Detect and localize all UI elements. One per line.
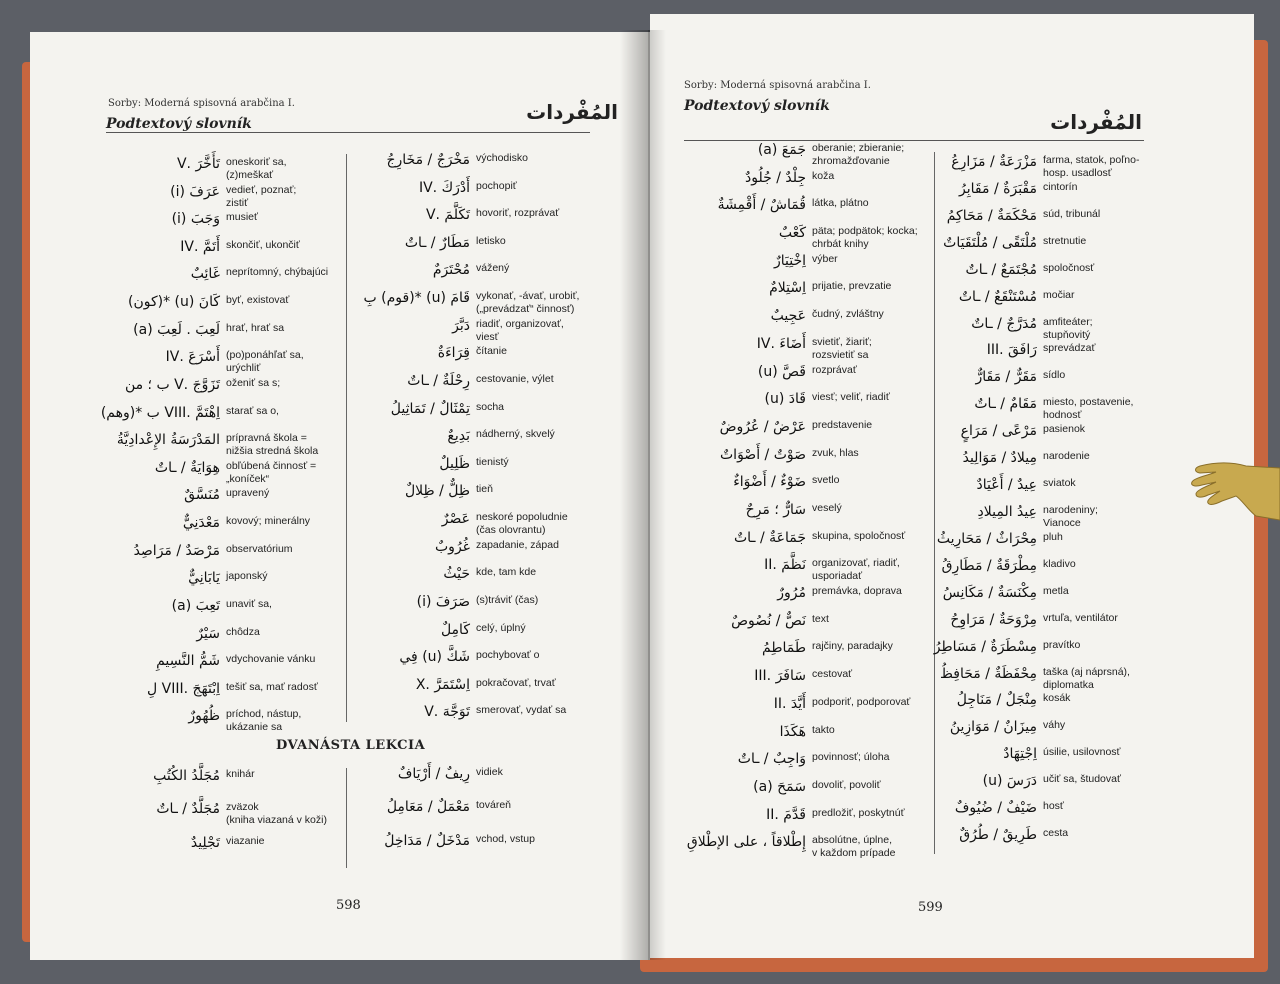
- arabic-term: عَرْضٌ / عُرُوضٌ: [719, 418, 806, 435]
- slovak-translation: svietiť, žiariť; rozsvietiť sa: [812, 335, 872, 361]
- slovak-translation: riadiť, organizovať, viesť: [476, 317, 564, 343]
- arabic-term: مِنْجَلٌ / مَنَاجِلُ: [956, 692, 1037, 709]
- arabic-term: رِحْلَةٌ / ـاتٌ: [407, 372, 470, 389]
- arabic-term: يَابَانِيٌّ: [188, 570, 220, 587]
- slovak-translation: japonský: [226, 570, 268, 583]
- left-header-rule: [106, 132, 590, 133]
- left-page: [30, 32, 650, 960]
- arabic-term: قَصَّ (u): [757, 363, 806, 380]
- slovak-translation: vidiek: [476, 766, 503, 778]
- arabic-term: مِيلادٌ / مَوَالِيدُ: [962, 450, 1037, 467]
- slovak-translation: pluh: [1043, 530, 1063, 543]
- slovak-translation: učiť sa, študovať: [1043, 773, 1121, 786]
- slovak-translation: veselý: [812, 502, 842, 514]
- right-page-number: 599: [918, 900, 943, 915]
- arabic-term: مُجَلَّدٌ / ـاتٌ: [156, 801, 220, 818]
- slovak-translation: nádherný, skvelý: [476, 428, 555, 441]
- arabic-term: شَكَّ (u) فِي: [399, 649, 470, 666]
- arabic-term: مُدَرَّجٌ / ـاتٌ: [971, 315, 1037, 332]
- slovak-translation: smerovať, vydať sa: [476, 704, 567, 717]
- arabic-term: رِيفٌ / أَرْيَافٌ: [397, 766, 470, 782]
- arabic-term: جَمَعَ (a): [757, 142, 806, 158]
- slovak-translation: prípravná škola = nižšia stredná škola: [226, 432, 319, 458]
- arabic-term: مُنَسَّقٌ: [184, 487, 220, 504]
- left-header-title: Podtextový slovník: [106, 116, 252, 132]
- slovak-translation: taška (aj náprsná), diplomatka: [1043, 665, 1130, 691]
- arabic-term: سَمَحَ (a): [753, 778, 806, 795]
- slovak-translation: obľúbená činnosť = „koníček“: [226, 459, 317, 485]
- arabic-term: طَرِيقٌ / طُرُقٌ: [959, 827, 1037, 844]
- slovak-translation: predstavenie: [812, 418, 873, 431]
- slovak-translation: sídlo: [1043, 369, 1066, 382]
- arabic-term: اِهْتَمَّ .VIII ب *(وهم): [100, 404, 220, 421]
- slovak-translation: predložiť, poskytnúť: [812, 806, 905, 819]
- slovak-translation: vrtuľa, ventilátor: [1043, 611, 1118, 624]
- arabic-term: قَادَ (u): [764, 391, 806, 408]
- arabic-term: أَسْرَعَ .IV: [165, 349, 220, 366]
- slovak-translation: skončiť, ukončiť: [226, 238, 300, 251]
- arabic-term: مَقَرٌّ / مَقَارٌّ: [975, 369, 1037, 386]
- slovak-translation: pochybovať o: [476, 649, 540, 662]
- slovak-translation: čudný, zvláštny: [812, 308, 884, 321]
- slovak-translation: rozprávať: [812, 363, 857, 376]
- arabic-term: كَامِلٌ: [440, 621, 470, 638]
- arabic-term: ضَيْفٌ / ضُيُوفٌ: [954, 800, 1037, 817]
- arabic-term: قَامَ (u) *(قوم) بِ: [363, 290, 470, 307]
- arabic-term: أَضَاءَ .IV: [756, 335, 806, 352]
- arabic-term: مُرُورٌ: [777, 585, 806, 602]
- arabic-term: وَاجِبٌ / ـاتٌ: [737, 751, 806, 768]
- slovak-translation: továreň: [476, 799, 512, 812]
- slovak-translation: povinnosť; úloha: [812, 751, 890, 764]
- slovak-translation: socha: [476, 400, 505, 413]
- arabic-term: المَدْرَسَةُ الإِعْدادِيَّةُ: [116, 432, 220, 449]
- slovak-translation: viazanie: [226, 834, 265, 847]
- arabic-term: مِرْوَحَةٌ / مَرَاوِحُ: [950, 611, 1037, 628]
- slovak-translation: vedieť, poznať; zistiť: [226, 183, 297, 209]
- slovak-translation: cintorín: [1043, 180, 1078, 193]
- slovak-translation: celý, úplný: [476, 621, 526, 634]
- slovak-translation: starať sa o,: [226, 404, 279, 417]
- arabic-term: تَأَخَّرَ .V: [176, 156, 220, 172]
- slovak-translation: byť, existovať: [226, 294, 290, 307]
- slovak-translation: amfiteáter; stupňovitý: [1043, 315, 1093, 341]
- arabic-term: إِطْلاقاً ، على الإطْلاقِ: [686, 834, 806, 851]
- slovak-translation: miesto, postavenie, hodnosť: [1043, 396, 1134, 422]
- slovak-translation: dovoliť, povoliť: [812, 778, 881, 791]
- arabic-term: عَرَفَ (i): [170, 183, 220, 200]
- slovak-translation: vážený: [476, 262, 510, 275]
- slovak-translation: svetlo: [812, 474, 840, 487]
- arabic-term: عَصْرٌ: [441, 511, 470, 528]
- arabic-term: تَجْلِيدٌ: [190, 834, 220, 851]
- slovak-translation: močiar: [1043, 288, 1075, 301]
- right-header-rule: [684, 140, 1144, 141]
- arabic-term: دَرَسَ (u): [982, 773, 1037, 790]
- arabic-term: هِوَايَةٌ / ـاتٌ: [154, 459, 220, 476]
- slovak-translation: organizovať, riadiť, usporiadať: [812, 557, 900, 583]
- slovak-translation: pravítko: [1043, 638, 1081, 651]
- slovak-translation: kovový; minerálny: [226, 515, 311, 528]
- arabic-term: اِسْتَمَرَّ .X: [415, 676, 470, 693]
- slovak-translation: musieť: [226, 211, 258, 224]
- slovak-translation: kde, tam kde: [476, 566, 537, 579]
- slovak-translation: pochopiť: [476, 179, 517, 192]
- slovak-translation: čítanie: [476, 345, 507, 358]
- slovak-translation: (po)ponáhľať sa, urýchliť: [226, 349, 304, 375]
- arabic-term: أَدْرَكَ .IV: [418, 179, 470, 196]
- slovak-translation: neskoré popoludnie (čas olovrantu): [476, 511, 568, 537]
- slovak-translation: oženiť sa s;: [226, 376, 281, 389]
- arabic-term: مِيزَانٌ / مَوَازِينُ: [949, 719, 1037, 736]
- arabic-term: اِسْتِلامٌ: [769, 280, 806, 297]
- slovak-translation: unaviť sa,: [226, 597, 272, 610]
- slovak-translation: metla: [1043, 584, 1069, 597]
- slovak-translation: vykonať, -ávať, urobiť, („prevádzať“ činnosť): [476, 290, 580, 316]
- arabic-term: قُمَاشٌ / أَقْمِشَةٌ: [717, 197, 806, 214]
- left-col1: [100, 156, 350, 736]
- slovak-translation: vchod, vstup: [476, 832, 535, 845]
- arabic-term: جَمَاعَةٌ / ـاتٌ: [733, 529, 806, 546]
- slovak-translation: príchod, nástup, ukázanie sa: [226, 708, 302, 734]
- arabic-term: صَوْتٌ / أَصْوَاتٌ: [720, 446, 806, 463]
- arabic-term: صَرَفَ (i): [416, 593, 470, 610]
- slovak-translation: tieň: [476, 483, 493, 496]
- arabic-term: غَائِبٌ: [190, 266, 220, 283]
- arabic-term: اِجْتِهَادٌ: [1003, 746, 1037, 763]
- arabic-term: مَعْدَنِيٌّ: [182, 515, 220, 532]
- slovak-translation: váhy: [1043, 719, 1066, 732]
- slovak-translation: takto: [812, 723, 835, 736]
- arabic-term: سَيْرٌ: [196, 625, 220, 642]
- arabic-term: ظُهُورٌ: [188, 708, 220, 725]
- arabic-term: غُرُوبٌ: [435, 538, 470, 555]
- slovak-translation: vdychovanie vánku: [226, 653, 316, 666]
- slovak-translation: hosť: [1043, 800, 1064, 813]
- arabic-term: نَظَّمَ .II: [764, 557, 806, 574]
- slovak-translation: kosák: [1043, 692, 1071, 705]
- arabic-term: سَارٌّ ؛ مَرِحٌ: [745, 502, 806, 518]
- arabic-term: مَقَامٌ / ـاتٌ: [974, 396, 1037, 413]
- slovak-translation: observatórium: [226, 542, 293, 555]
- slovak-translation: zapadanie, západ: [476, 538, 559, 551]
- slovak-translation: spoločnosť: [1043, 261, 1095, 274]
- arabic-term: اِخْتِيَارٌ: [773, 252, 806, 269]
- slovak-translation: cestovanie, výlet: [476, 372, 554, 385]
- arabic-term: مَخْرَجٌ / مَخَارِجُ: [386, 152, 470, 168]
- arabic-term: تَكَلَّمَ .V: [425, 207, 470, 224]
- arabic-term: مُحْتَرَمٌ: [432, 262, 470, 279]
- slovak-translation: látka, plátno: [812, 197, 869, 210]
- slovak-translation: cestovať: [812, 668, 853, 681]
- slovak-translation: pasienok: [1043, 423, 1086, 436]
- slovak-translation: (s)tráviť (čas): [476, 593, 539, 606]
- arabic-term: تَزَوَّجَ .V ب ؛ من: [124, 376, 220, 393]
- slovak-translation: viesť; veliť, riadiť: [812, 391, 890, 404]
- slovak-translation: text: [812, 612, 829, 625]
- arabic-term: مِكْنَسَةٌ / مَكَانِسُ: [942, 584, 1037, 601]
- slovak-translation: skupina, spoločnosť: [812, 529, 906, 542]
- arabic-term: مَرْصَدٌ / مَرَاصِدُ: [133, 542, 220, 559]
- slovak-translation: sprevádzať: [1043, 342, 1096, 355]
- arabic-term: تِمْثَالٌ / تَمَاثِيلُ: [390, 400, 470, 417]
- slovak-translation: hovoriť, rozprávať: [476, 207, 560, 220]
- slovak-translation: premávka, doprava: [812, 585, 902, 598]
- left-header-arabic: المُفْردات: [526, 100, 618, 124]
- slovak-translation: zväzok (kniha viazaná v koži): [226, 801, 327, 827]
- arabic-term: مَعْمَلٌ / مَعَامِلُ: [386, 799, 470, 816]
- arabic-term: رَافَقَ .III: [986, 342, 1037, 359]
- lesson-heading: DVANÁSTA LEKCIA: [276, 738, 426, 753]
- arabic-term: عِيدٌ / أَعْيَادٌ: [976, 477, 1037, 494]
- slovak-translation: narodenie: [1043, 450, 1090, 463]
- arabic-term: قَدَّمَ .II: [766, 806, 806, 823]
- arabic-term: قِرَاءَةٌ: [437, 345, 470, 362]
- arabic-term: مُجْتَمَعٌ / ـاتٌ: [965, 261, 1037, 278]
- arabic-term: تَوَجَّهَ .V: [424, 704, 470, 721]
- slovak-translation: chôdza: [226, 625, 260, 638]
- slovak-translation: upravený: [226, 487, 270, 500]
- right-gutter-shadow: [648, 30, 666, 960]
- arabic-term: تَعِبَ (a): [171, 597, 220, 614]
- arabic-term: وَجَبَ (i): [171, 211, 220, 228]
- left-col1-lower: [130, 768, 350, 868]
- right-page: [650, 14, 1254, 958]
- arabic-term: مَرْعًى / مَرَاعٍ: [960, 423, 1037, 440]
- arabic-term: نَصٌّ / نُصُوصٌ: [731, 612, 806, 629]
- slovak-translation: letisko: [476, 234, 506, 247]
- arabic-term: جِلْدٌ / جُلُودٌ: [744, 169, 806, 186]
- slovak-translation: knihár: [226, 768, 255, 780]
- arabic-term: مَطَارٌ / ـاتٌ: [404, 234, 470, 251]
- slovak-translation: oberanie; zbieranie; zhromažďovanie: [812, 142, 905, 167]
- arabic-term: بَدِيعٌ: [447, 428, 470, 445]
- arabic-term: أَيَّدَ .II: [773, 695, 806, 712]
- slovak-translation: tešiť sa, mať radosť: [226, 680, 318, 693]
- arabic-term: حَيْثُ: [443, 566, 470, 583]
- slovak-translation: absolútne, úplne, v každom prípade: [812, 834, 896, 860]
- arabic-term: مِحْفَظَةٌ / مَحَافِظُ: [939, 665, 1037, 682]
- slovak-translation: sviatok: [1043, 477, 1076, 490]
- arabic-term: طَمَاطِمُ: [762, 640, 806, 657]
- arabic-term: ظَلِيلٌ: [439, 455, 470, 472]
- arabic-term: مَزْرَعَةٌ / مَزَارِعُ: [951, 154, 1037, 170]
- slovak-translation: koža: [812, 169, 835, 182]
- arabic-term: لَعِبَ . لَعِبَ (a): [133, 321, 220, 338]
- arabic-term: اِبْتَهَجَ .VIII لِ: [147, 680, 220, 697]
- right-header-arabic: المُفْردات: [1050, 110, 1142, 134]
- slovak-translation: tienistý: [476, 455, 509, 468]
- slovak-translation: rajčiny, paradajky: [812, 640, 893, 653]
- slovak-translation: narodeniny; Vianoce: [1043, 504, 1098, 529]
- arabic-term: مِسْطَرَةٌ / مَسَاطِرُ: [933, 638, 1037, 655]
- slovak-translation: hrať, hrať sa: [226, 321, 285, 334]
- slovak-translation: päta; podpätok; kocka; chrbát knihy: [812, 225, 918, 251]
- slovak-translation: kladivo: [1043, 557, 1076, 570]
- arabic-term: ظِلٌّ / ظِلالٌ: [404, 483, 470, 500]
- arabic-term: عِيدُ المِيلادِ: [977, 504, 1037, 520]
- arabic-term: مِطْرَقَةٌ / مَطَارِقُ: [941, 557, 1037, 574]
- slovak-translation: súd, tribunál: [1043, 207, 1101, 220]
- page-holder-hand-icon: [1186, 450, 1280, 530]
- left-col2: [363, 152, 620, 732]
- arabic-term: هَكَذَا: [779, 723, 806, 740]
- slovak-translation: pokračovať, trvať: [476, 676, 556, 689]
- slovak-translation: cesta: [1043, 827, 1069, 840]
- arabic-term: مَدْخَلٌ / مَدَاخِلُ: [384, 832, 470, 849]
- arabic-term: دَبَّرَ: [452, 317, 470, 334]
- slovak-translation: stretnutie: [1043, 234, 1087, 247]
- slovak-translation: oneskoriť sa, (z)meškať: [226, 156, 287, 181]
- slovak-translation: farma, statok, poľno- hosp. usadlosť: [1043, 154, 1140, 179]
- slovak-translation: východisko: [476, 152, 528, 164]
- left-page-number: 598: [336, 898, 361, 913]
- arabic-term: مُلْتَقًى / مُلْتَقَيَاتٌ: [943, 234, 1037, 251]
- arabic-term: كَعْبٌ: [778, 225, 806, 242]
- arabic-term: أَتَمَّ .IV: [180, 238, 220, 255]
- left-gutter-shadow: [620, 30, 650, 960]
- arabic-term: ضَوْءٌ / أَضْوَاءٌ: [733, 474, 806, 491]
- arabic-term: كَانَ (u) *(كون): [127, 294, 220, 311]
- slovak-translation: úsilie, usilovnosť: [1043, 746, 1121, 759]
- arabic-term: مُجَلَّدُ الكُتُبِ: [153, 768, 220, 784]
- arabic-term: مُسْتَنْقَعٌ / ـاتٌ: [958, 288, 1037, 305]
- left-header-source: Sorby: Moderná spisovná arabčina I.: [108, 98, 295, 109]
- slovak-translation: zvuk, hlas: [812, 446, 859, 459]
- arabic-term: مَحْكَمَةٌ / مَحَاكِمُ: [946, 207, 1037, 224]
- arabic-term: مِحْرَاثٌ / مَحَارِيثُ: [936, 530, 1037, 547]
- arabic-term: شَمُّ النَّسِيمِ: [156, 653, 220, 670]
- right-header-title: Podtextový slovník: [684, 98, 830, 114]
- right-header-source: Sorby: Moderná spisovná arabčina I.: [684, 80, 871, 91]
- arabic-term: مَقْبَرَةٌ / مَقَابِرُ: [959, 180, 1037, 197]
- arabic-term: سَافَرَ .III: [754, 668, 806, 685]
- right-col2: [933, 154, 1177, 854]
- left-col2-lower: [380, 766, 620, 866]
- slovak-translation: výber: [812, 252, 838, 265]
- slovak-translation: neprítomný, chýbajúci: [226, 266, 329, 279]
- slovak-translation: prijatie, prevzatie: [812, 280, 892, 293]
- arabic-term: عَجِيبٌ: [770, 308, 806, 325]
- slovak-translation: podporiť, podporovať: [812, 695, 911, 708]
